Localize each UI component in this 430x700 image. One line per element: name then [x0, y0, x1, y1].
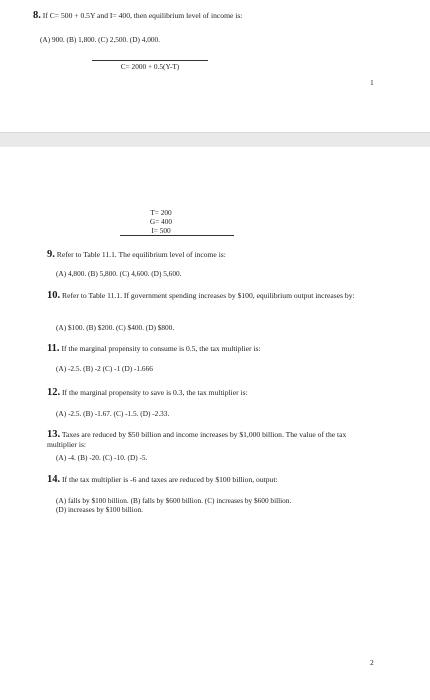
question-number: 13.: [47, 429, 61, 440]
page-number: 2: [370, 658, 374, 667]
question-11: [47, 344, 261, 354]
equation-divider: [92, 60, 208, 61]
question-number: 12.: [47, 387, 61, 398]
page-separator: [0, 132, 430, 148]
question-12-options: (A) -2.5. (B) -1.67. (C) -1.5. (D) -2.33.: [56, 409, 170, 418]
question-text: Taxes are reduced by $50 billion and income increases by $1,000 billion. The value of the tax multiplier is:: [47, 430, 347, 449]
page-2: [0, 147, 430, 700]
question-14: [47, 475, 278, 485]
question-number: 9.: [47, 249, 55, 260]
question-12: [47, 388, 248, 398]
table-row-government: G= 400: [149, 217, 173, 226]
question-text: Refer to Table 11.1. The equilibrium level of income is:: [56, 250, 226, 259]
question-text: If the marginal propensity to save is 0.3, the tax multiplier is:: [62, 388, 248, 397]
page-1: [0, 0, 430, 132]
question-10-options: (A) $100. (B) $200. (C) $400. (D) $800.: [56, 323, 175, 332]
question-11-options: (A) -2.5. (B) -2 (C) -1 (D) -1.666: [56, 364, 153, 373]
question-14-options-line-1: (A) falls by $100 billion. (B) falls by $600 billion. (C) increases by $600 billion.: [56, 496, 292, 505]
question-number: 14.: [47, 474, 61, 485]
question-text: If the tax multiplier is -6 and taxes are reduced by $100 billion, output:: [62, 475, 278, 484]
question-9-options: (A) 4,800. (B) 5,800. (C) 4,600. (D) 5,600.: [56, 269, 182, 278]
question-text: Refer to Table 11.1. If government spending increases by $100, equilibrium output increases by:: [62, 291, 355, 300]
question-9: [47, 250, 226, 260]
question-13: [47, 430, 377, 449]
question-10: [47, 291, 367, 301]
question-8: [33, 11, 242, 21]
table-row-tax: T= 200: [150, 208, 172, 217]
table-row-investment: I= 500: [151, 226, 171, 235]
table-underline: [120, 235, 234, 236]
question-8-options: (A) 900. (B) 1,800. (C) 2,500. (D) 4,000.: [40, 35, 160, 44]
question-number: 8.: [33, 10, 41, 21]
question-number: 11.: [47, 343, 60, 354]
question-text: If C= 500 + 0.5Y and I= 400, then equilibrium level of income is:: [42, 11, 243, 20]
question-13-options: (A) -4. (B) -20. (C) -10. (D) -5.: [56, 453, 148, 462]
question-number: 10.: [47, 290, 61, 301]
page-number: 1: [370, 78, 374, 87]
question-text: If the marginal propensity to consume is 0.5, the tax multiplier is:: [61, 344, 261, 353]
question-14-options-line-2: (D) increases by $100 billion.: [56, 505, 143, 514]
consumption-equation: C= 2000 + 0.5(Y-T): [120, 62, 180, 71]
